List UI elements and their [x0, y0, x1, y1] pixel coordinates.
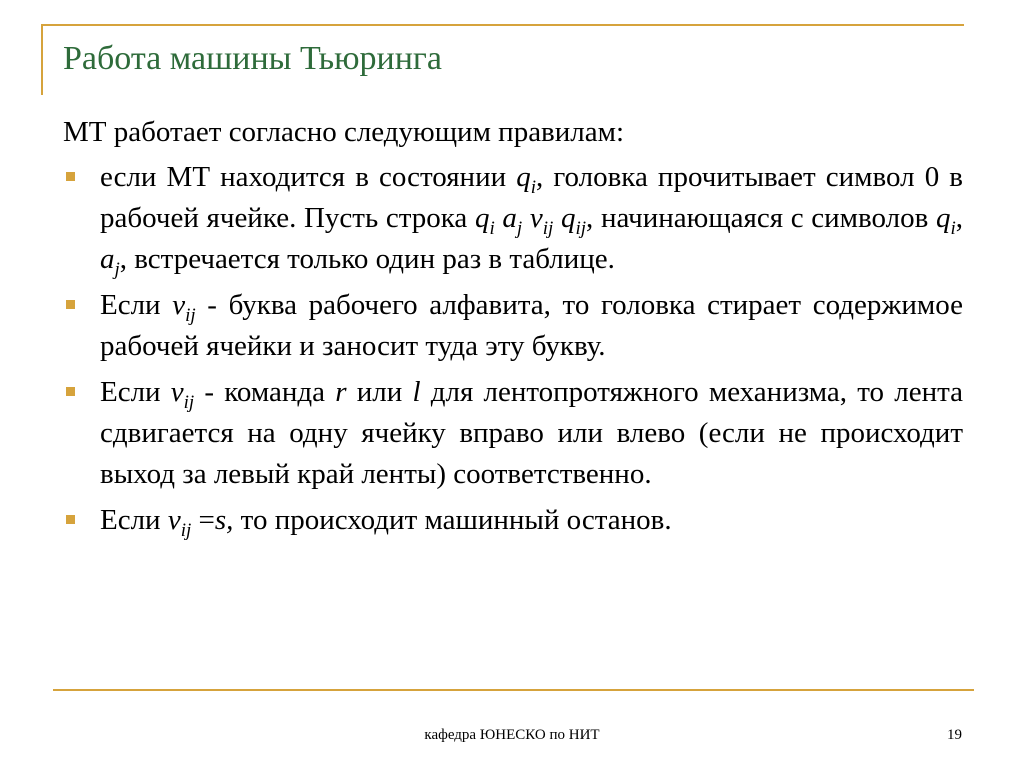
rule-2-text: Если $v_{ij}$ - буква рабочего алфавита, то головка стирает содержимое рабочей ячейки и заносит туда эту букву.	[100, 289, 964, 362]
rule-3-text: Если $v_{ij}$ - команда r или l для лентопротяжного механизма, то лента сдвигается на одну ячейку вправо или влево (если не происходит выход за левый край ленты) соответственно.	[100, 376, 963, 490]
rules-list	[63, 157, 963, 541]
slide-content	[63, 112, 963, 546]
slide-title: Работа машины Тьюринга	[63, 40, 442, 77]
square-bullet-icon	[66, 515, 75, 524]
square-bullet-icon	[66, 300, 75, 309]
square-bullet-icon	[66, 387, 75, 396]
footer-text: кафедра ЮНЕСКО по НИТ	[424, 727, 600, 743]
footer-rule	[53, 689, 974, 691]
square-bullet-icon	[66, 172, 75, 181]
rule-1-text: если МТ находится в состоянии $q_i$, головка прочитывает символ 0 в рабочей ячейке. Пусть строка $q_i$ $a_j$ $v_{ij}$ $q_{ij}$, начинающаяся с символов $q_i$, $a_j$, встречается только один раз в таблице.	[100, 161, 964, 280]
title-frame-top-rule	[41, 24, 964, 26]
rule-1	[63, 157, 963, 280]
title-frame-left-rule	[41, 24, 43, 95]
intro-text: МТ работает согласно следующим правилам:	[63, 116, 625, 148]
rule-4	[63, 500, 963, 541]
rule-3	[63, 372, 963, 495]
page-number: 19	[947, 727, 962, 743]
rule-2	[63, 285, 963, 367]
rule-4-text: Если $v_{ij} =s$, то происходит машинный останов.	[100, 504, 672, 541]
